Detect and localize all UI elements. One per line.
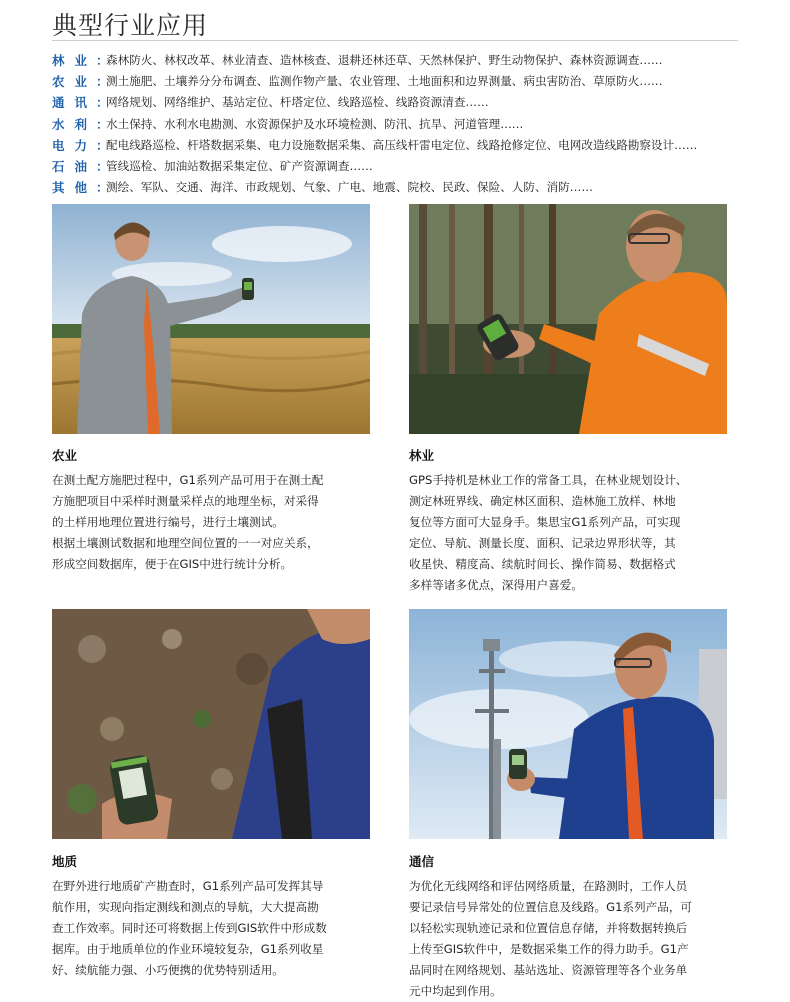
card-title: 林业 — [409, 448, 435, 463]
page-title: 典型行业应用 — [52, 11, 209, 40]
card-title: 农业 — [52, 448, 78, 463]
card-text: 在野外进行地质矿产勘查时，G1系列产品可发挥其导 航作用，实现向指定测线和测点的导航，大大提高勘 查工作效率。同时还可将数据上传到GIS软件中形成数 据库。由于地质单位的作业环境较复杂，G1系列收星 好、续航能力强、小巧便携的优势特别适用。 — [52, 879, 327, 977]
industry-name: 农业 — [52, 73, 98, 89]
geology-photo — [52, 609, 370, 839]
industry-name: 林业 — [52, 52, 98, 68]
forestry-card — [409, 446, 729, 596]
card-text: 为优化无线网络和评估网络质量，在路测时，工作人员 要记录信号异常处的位置信息及线路。G1系列产品，可 以轻松实现轨迹记录和位置信息存储，并将数据转换后 上传至GIS软件中，是数据采集工作的得力助手。G1产 品同时在网络规划、基站选址、资源管理等各个业务单 元中均起到作用。 — [409, 879, 693, 998]
industry-row: 通讯 ： 网络规划、网络维护、基站定位、杆塔定位、线路巡检、线路资源清查…… — [52, 95, 489, 111]
industry-row: 其他 ： 测绘、军队、交通、海洋、市政规划、气象、广电、地震、院校、民政、保险、人防、消防…… — [52, 180, 593, 196]
industry-text: 森林防火、林权改革、林业清查、造林核查、退耕还林还草、天然林保护、野生动物保护、森林资源调查…… — [106, 52, 663, 67]
industry-text: 测绘、军队、交通、海洋、市政规划、气象、广电、地震、院校、民政、保险、人防、消防…… — [106, 180, 593, 195]
card-text: 在测土配方施肥过程中，G1系列产品可用于在测土配 方施肥项目中采样时测量采样点的地理坐标，对采得 的土样用地理位置进行编号，进行土壤测试。 根据土壤测试数据和地理空间位置的一一对应关系， 形成空间数据库，便于在GIS中进行统计分析。 — [52, 473, 324, 571]
industry-row: 电力 ： 配电线路巡检、杆塔数据采集、电力设施数据采集、高压线杆雷电定位、线路抢修定位、电网改造线路勘察设计…… — [52, 137, 698, 153]
industry-row: 农业 ： 测土施肥、土壤养分分布调查、监测作物产量、农业管理、土地面积和边界测量、病虫害防治、草原防火…… — [52, 73, 663, 89]
industry-name: 其他 — [52, 180, 98, 196]
industry-row: 林业 ： 森林防火、林权改革、林业清查、造林核查、退耕还林还草、天然林保护、野生动物保护、森林资源调查…… — [52, 52, 663, 68]
industry-text: 管线巡检、加油站数据采集定位、矿产资源调查…… — [106, 159, 373, 174]
telecom-photo — [409, 609, 727, 839]
geology-card — [52, 852, 372, 981]
industry-name: 石油 — [52, 159, 98, 175]
industry-name: 电力 — [52, 137, 98, 153]
card-title: 通信 — [409, 854, 435, 869]
industry-row: 石油 ： 管线巡检、加油站数据采集定位、矿产资源调查…… — [52, 159, 373, 175]
forestry-photo — [409, 204, 727, 434]
title-divider — [52, 40, 738, 41]
agriculture-photo — [52, 204, 370, 434]
agriculture-card — [52, 446, 372, 575]
industry-row: 水利 ： 水土保持、水利水电勘测、水资源保护及水环境检测、防汛、抗旱、河道管理…… — [52, 116, 524, 132]
industry-text: 水土保持、水利水电勘测、水资源保护及水环境检测、防汛、抗旱、河道管理…… — [106, 116, 524, 131]
telecom-card — [409, 852, 729, 1002]
card-title: 地质 — [52, 854, 78, 869]
industry-list — [52, 49, 752, 198]
industry-name: 水利 — [52, 116, 98, 132]
industry-text: 网络规划、网络维护、基站定位、杆塔定位、线路巡检、线路资源清查…… — [106, 95, 489, 110]
industry-text: 配电线路巡检、杆塔数据采集、电力设施数据采集、高压线杆雷电定位、线路抢修定位、电网改造线路勘察设计…… — [106, 137, 698, 152]
industry-text: 测土施肥、土壤养分分布调查、监测作物产量、农业管理、土地面积和边界测量、病虫害防治、草原防火…… — [106, 73, 663, 88]
industry-name: 通讯 — [52, 95, 98, 111]
card-text: GPS手持机是林业工作的常备工具，在林业规划设计、 测定林班界线、确定林区面积、造林施工放样、林地 复位等方面可大显身手。集思宝G1系列产品，可实现 定位、导航、测量长度、面积、记录边界形状等，其 收星快、精度高、续航时间长、操作简易、数据格式 多样等诸多优点，深得用户喜爱。 — [409, 473, 688, 592]
